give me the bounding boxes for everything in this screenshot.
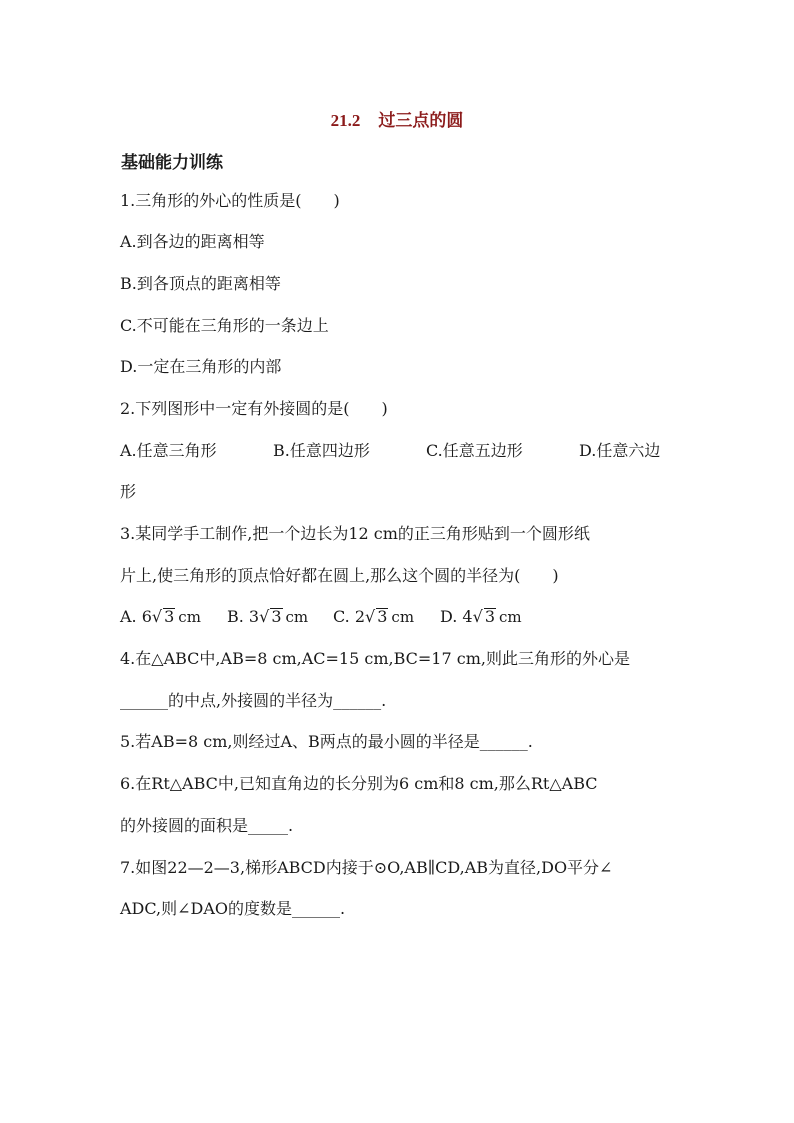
q2-option-b: B.任意四边形 xyxy=(273,441,370,460)
q2-stem: 2.下列图形中一定有外接圆的是( ) xyxy=(120,399,388,418)
q1-option-a: A.到各边的距离相等 xyxy=(120,232,265,251)
q2-option-c: C.任意五边形 xyxy=(426,441,523,460)
q6-stem-line2: 的外接圆的面积是_____. xyxy=(120,816,294,835)
q5-stem: 5.若AB=8 cm,则经过A、B两点的最小圆的半径是______. xyxy=(120,732,533,751)
q1-option-c: C.不可能在三角形的一条边上 xyxy=(120,316,329,335)
title-number: 21.2 xyxy=(330,111,361,130)
q4-stem-line2: ______的中点,外接圆的半径为______. xyxy=(120,691,387,710)
q2-option-a: A.任意三角形 xyxy=(120,441,217,460)
section-heading: 基础能力训练 xyxy=(121,153,223,173)
q7-stem-line1: 7.如图22—2—3,梯形ABCD内接于⊙O,AB∥CD,AB为直径,DO平分∠ xyxy=(120,858,613,877)
q3-stem-line2: 片上,使三角形的顶点恰好都在圆上,那么这个圆的半径为( ) xyxy=(120,566,559,585)
q6-stem-line1: 6.在Rt△ABC中,已知直角边的长分别为6 cm和8 cm,那么Rt△ABC xyxy=(120,774,598,793)
q2-option-d-continued: 形 xyxy=(120,482,137,501)
q1-stem: 1.三角形的外心的性质是( ) xyxy=(120,191,340,210)
page-title xyxy=(0,106,794,131)
q4-stem-line1: 4.在△ABC中,AB=8 cm,AC=15 cm,BC=17 cm,则此三角形的外心是 xyxy=(120,649,630,668)
q3-option-d: D. 4√ 3 cm xyxy=(440,607,522,626)
title-text: 过三点的圆 xyxy=(378,111,464,130)
q1-option-d: D.一定在三角形的内部 xyxy=(120,357,282,376)
q2-option-d: D.任意六边 xyxy=(579,441,661,460)
q3-stem-line1: 3.某同学手工制作,把一个边长为12 cm的正三角形贴到一个圆形纸 xyxy=(120,524,590,543)
q7-stem-line2: ADC,则∠DAO的度数是______. xyxy=(120,899,346,918)
q3-option-c: C. 2√ 3 cm xyxy=(333,607,415,626)
q3-option-b: B. 3√ 3 cm xyxy=(227,607,309,626)
q3-option-a: A. 6√ 3 cm xyxy=(120,607,201,626)
q1-option-b: B.到各顶点的距离相等 xyxy=(120,274,281,293)
